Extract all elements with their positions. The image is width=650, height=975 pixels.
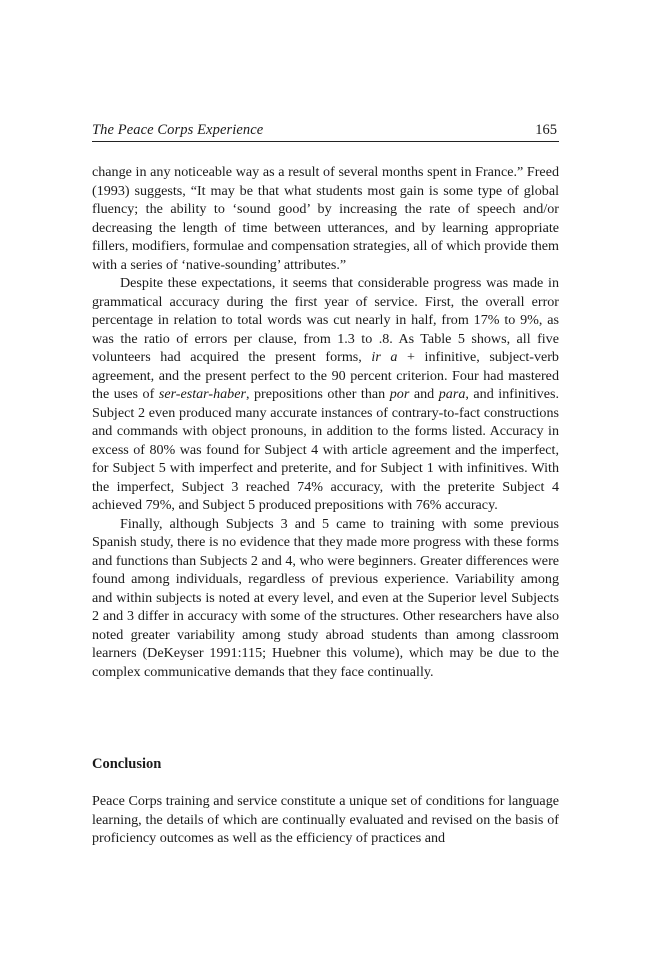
term-ir-a: ir a [371,349,398,365]
paragraph-2-text-d: and [409,386,439,402]
paragraph-2-text-b: + infinitive, subject-verb agreement, and the present perfect to the 90 percent criterion. Four had mastered the uses of [92,349,559,402]
term-por: por [389,386,410,402]
conclusion-paragraph: Peace Corps training and service constitute a unique set of conditions for language learning, the details of which are continually evaluated and revised on the basis of proficiency outcomes as well as the efficiency of practices and [92,793,559,846]
paragraph-2-text-e: , and infinitives. Subject 2 even produced many accurate instances of contrary-to-fact constructions and commands with object pronouns, in addition to the forms listed. Accuracy in excess of 80% was found for Subject 4 with article agreement and the imperfect, for Subject 5 with imperfect and preterite, and for Subject 1 with infinitives. With the imperfect, Subject 3 reached 74% accuracy, with the preterite Subject 4 achieved 79%, and Subject 5 produced prepositions with 76% accuracy. [92,386,559,513]
paragraph-1: change in any noticeable way as a result of several months spent in France.” Freed (1993) suggests, “It may be that what students most gain is some type of global fluency; the ability to ‘sound good’ by increasing the rate of speech and/or decreasing the length of time between utterances, and by learning appropriate fillers, modifiers, formulae and compensation strategies, all of which provide them with a series of ‘native-sounding’ attributes.” [92,164,559,273]
term-ser-estar-haber: ser-estar-haber [158,386,246,402]
paragraph-2-text-c: , prepositions other than [245,386,390,402]
term-para: para [438,386,466,402]
page-header [92,121,559,142]
body-text [92,163,559,681]
paragraph-2-text-a: Despite these expectations, it seems that considerable progress was made in grammatical accuracy during the first year of service. First, the overall error percentage in relation to total words was cut nearly in half, from 17% to 9%, as was the ratio of errors per clause, from 1.3 to .8. As Table 5 shows, all five volunteers had acquired the present forms, [92,275,559,365]
paragraph-3: Finally, although Subjects 3 and 5 came to training with some previous Spanish study, there is no evidence that they made more progress with these forms and functions than Subjects 2 and 4, who were beginners. Greater differences were found among individuals, regardless of previous experience. Variability among and within subjects is noted at every level, and even at the Superior level Subjects 2 and 3 differ in accuracy with some of the structures. Other researchers have also noted greater variability among study abroad students than among classroom learners (DeKeyser 1991:115; Huebner this volume), which may be due to the complex communicative demands that they face continually. [92,515,560,680]
page-number: 165 [535,122,557,138]
running-title: The Peace Corps Experience [92,122,264,138]
conclusion-text [92,792,559,848]
paragraph-2 [92,274,559,515]
section-heading-conclusion: Conclusion [92,756,162,772]
